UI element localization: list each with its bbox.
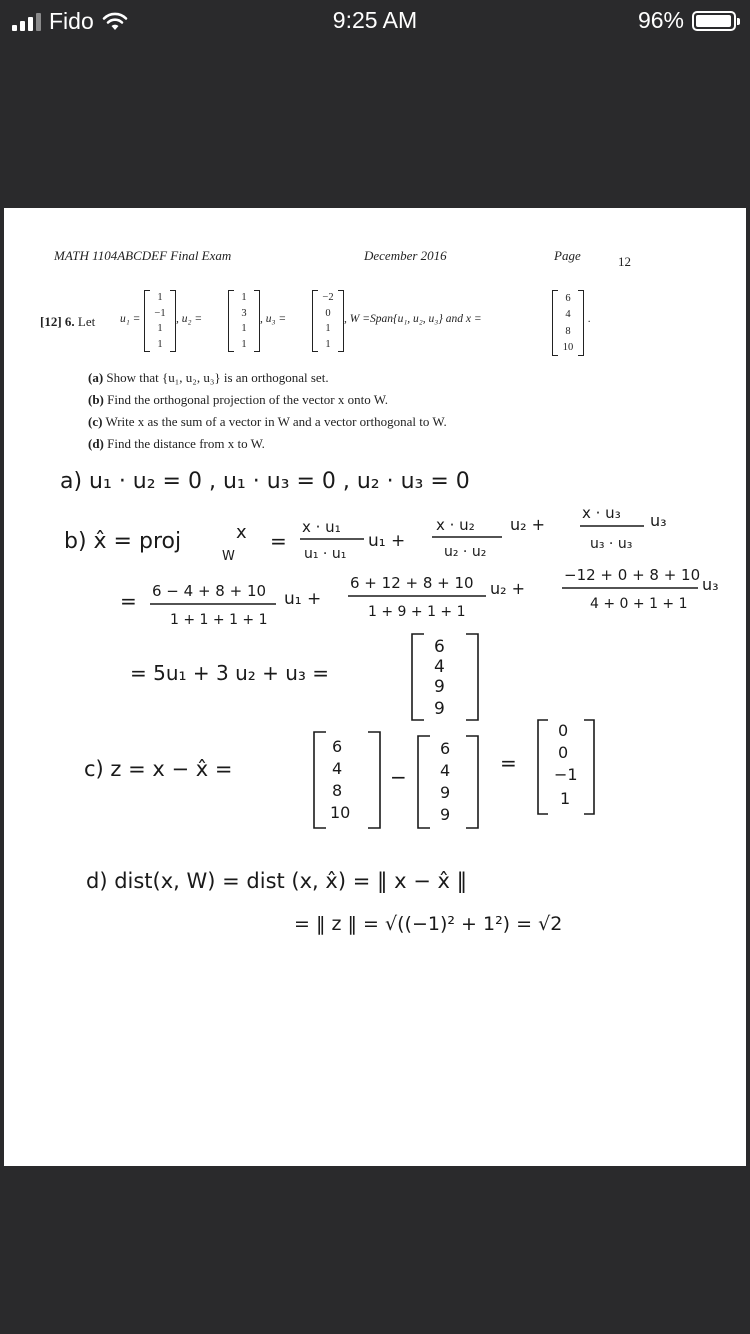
answer-d-line1: d) dist(x, W) = dist (x, x̂) = ‖ x − x̂ ‖: [86, 869, 468, 893]
u1-entry: 1: [157, 338, 163, 350]
answer-d-line2: = ‖ z ‖ = √((−1)² + 1²) = √2: [294, 913, 563, 935]
g3-num: −12 + 0 + 8 + 10: [564, 566, 701, 584]
u2-label: , u₂ =: [176, 313, 203, 325]
frac1-vec: u₁ +: [368, 531, 406, 551]
u1-label: u₁ =: [120, 313, 141, 325]
g2-den: 1 + 9 + 1 + 1: [368, 604, 466, 620]
w-definition: , W =Span{u₁, u₂, u₃} and x =: [344, 313, 482, 325]
c-xhat-entry: 6: [440, 739, 451, 758]
xhat-entry: 4: [434, 657, 445, 677]
exam-date: December 2016: [364, 248, 447, 263]
xhat-entry: 9: [434, 699, 445, 719]
u3-entry: 1: [325, 338, 331, 350]
u1-entry: −1: [154, 307, 166, 319]
frac3-den: u₃ · u₃: [590, 536, 633, 552]
c-equals: =: [500, 751, 517, 775]
c-minus: −: [390, 765, 407, 789]
c-x-entry: 4: [332, 759, 343, 778]
frac2-num: x · u₂: [436, 516, 475, 534]
proj-subscript: W: [222, 549, 235, 564]
u2-entry: 1: [241, 323, 247, 335]
battery-fill: [696, 15, 731, 27]
u2-entry: 3: [241, 307, 247, 319]
battery-percent: 96%: [637, 7, 684, 33]
g1-den: 1 + 1 + 1 + 1: [170, 612, 268, 628]
course-title: MATH 1104ABCDEF Final Exam: [54, 248, 232, 263]
problem-let: Let: [77, 314, 96, 329]
frac3-num: x · u₃: [582, 504, 621, 522]
equals-line2: =: [120, 589, 137, 613]
question-a: (a) Show that {u₁, u₂, u₃} is an orthogonal set.: [88, 370, 329, 385]
g3-vec: u₃: [702, 575, 719, 594]
xhat-entry: 9: [434, 677, 445, 697]
frac2-den: u₂ · u₂: [444, 544, 487, 560]
problem-end: .: [588, 313, 591, 325]
g1-num: 6 − 4 + 8 + 10: [152, 582, 267, 600]
c-xhat-entry: 4: [440, 761, 451, 780]
g1-vec: u₁ +: [284, 589, 322, 609]
status-bar: [0, 0, 750, 42]
frac3-vec: u₃: [650, 511, 667, 530]
u3-entry: 0: [325, 307, 331, 319]
status-time: 9:25 AM: [332, 7, 418, 33]
frac1-num: x · u₁: [302, 518, 341, 536]
answer-b-lhs: b) x̂ = proj: [64, 529, 182, 554]
battery-icon: [692, 11, 736, 31]
question-b: (b) Find the orthogonal projection of the vector x onto W.: [88, 392, 389, 407]
frac2-vec: u₂ +: [510, 515, 546, 534]
z-entry: 0: [558, 721, 569, 740]
z-entry: −1: [554, 765, 578, 784]
c-x-entry: 10: [330, 803, 351, 822]
u3-entry: 1: [325, 323, 331, 335]
u2-entry: 1: [241, 338, 247, 350]
z-entry: 0: [558, 743, 569, 762]
c-x-entry: 8: [332, 781, 343, 800]
answer-a: a) u₁ · u₂ = 0 , u₁ · u₃ = 0 , u₂ · u₃ = 0: [60, 469, 470, 494]
c-xhat-entry: 9: [440, 805, 451, 824]
xhat-entry: 6: [434, 637, 445, 657]
g2-vec: u₂ +: [490, 579, 526, 598]
u3-label: , u₃ =: [260, 313, 287, 325]
question-c: (c) Write x as the sum of a vector in W and a vector orthogonal to W.: [88, 414, 447, 429]
x-entry: 4: [565, 309, 571, 321]
problem-marks: [12] 6. Let: [40, 314, 96, 329]
x-entry: 6: [565, 292, 571, 304]
c-xhat-entry: 9: [440, 783, 451, 802]
g2-num: 6 + 12 + 8 + 10: [350, 574, 474, 592]
u1-entry: 1: [157, 292, 163, 304]
frac1-den: u₁ · u₁: [304, 546, 347, 562]
g3-den: 4 + 0 + 1 + 1: [590, 596, 688, 612]
page-number: 12: [618, 254, 631, 269]
u1-entry: 1: [157, 323, 163, 335]
answer-c-lhs: c) z = x − x̂ =: [84, 757, 233, 781]
proj-x: x: [236, 522, 247, 543]
z-entry: 1: [560, 789, 571, 808]
x-entry: 8: [565, 325, 571, 337]
combination: = 5u₁ + 3 u₂ + u₃ =: [130, 661, 330, 685]
u2-entry: 1: [241, 292, 247, 304]
page-label: Page: [554, 248, 581, 263]
x-entry: 10: [562, 342, 574, 354]
carrier-name: Fido: [49, 8, 94, 34]
handwritten-solution: [4, 208, 746, 1166]
c-x-entry: 6: [332, 737, 343, 756]
u3-entry: −2: [322, 292, 334, 304]
b-equals: =: [270, 529, 287, 553]
exam-page: [4, 208, 746, 1166]
question-d: (d) Find the distance from x to W.: [88, 436, 265, 451]
